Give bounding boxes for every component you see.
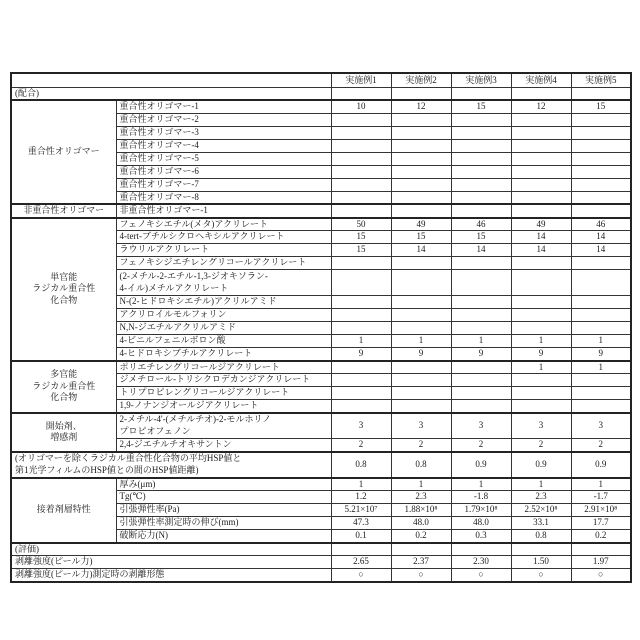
table-row	[11, 218, 631, 231]
value-cell-example-3	[451, 113, 511, 126]
value-cell-example-5: 3	[571, 413, 631, 439]
value-cell-example-5	[571, 139, 631, 152]
value-cell-example-4: ○	[511, 569, 571, 582]
value-cell-example-3	[451, 374, 511, 387]
value-cell-example-2: 0.2	[391, 530, 451, 543]
value-cell-example-2	[391, 152, 451, 165]
value-cell-example-4: 1.50	[511, 556, 571, 569]
value-cell-example-1	[331, 191, 391, 204]
value-cell-example-5: 2.91×10⁸	[571, 504, 631, 517]
value-cell-example-3	[451, 191, 511, 204]
value-cell-example-5: 1.97	[571, 556, 631, 569]
value-cell-example-2: ○	[391, 569, 451, 582]
column-header-example-5: 実施例5	[571, 73, 631, 87]
value-cell-example-3	[451, 400, 511, 413]
value-cell-example-5: 0.9	[571, 452, 631, 478]
value-cell-example-1: 15	[331, 231, 391, 244]
item-label-cell: 重合性オリゴマー-1	[116, 100, 331, 113]
value-cell-example-3: 3	[451, 413, 511, 439]
item-label-cell: 4-ビニルフェニルボロン酸	[116, 335, 331, 348]
row-label-cell: (オリゴマーを除くラジカル重合性化合物の平均HSP値と 第1光学フィルムのHSP値との間のHSP値距離)	[11, 452, 331, 478]
value-cell-example-3: 46	[451, 218, 511, 231]
value-cell-example-5: 15	[571, 100, 631, 113]
value-cell-example-4: 14	[511, 244, 571, 257]
item-label-cell: 重合性オリゴマー-4	[116, 139, 331, 152]
value-cell-example-1	[331, 361, 391, 374]
value-cell-example-4: 2.3	[511, 491, 571, 504]
value-cell-example-1: ○	[331, 569, 391, 582]
value-cell-example-3	[451, 387, 511, 400]
item-label-cell: 厚み(μm)	[116, 478, 331, 491]
value-cell-example-3: 48.0	[451, 517, 511, 530]
value-cell-example-4	[511, 87, 571, 100]
hsp-distance-row	[11, 452, 631, 478]
value-cell-example-4	[511, 165, 571, 178]
value-cell-example-5	[571, 400, 631, 413]
value-cell-example-5	[571, 152, 631, 165]
value-cell-example-1	[331, 165, 391, 178]
table-row	[11, 204, 631, 218]
value-cell-example-1	[331, 322, 391, 335]
value-cell-example-2	[391, 139, 451, 152]
value-cell-example-1: 1	[331, 478, 391, 491]
item-label-cell: 非重合性オリゴマー-1	[116, 204, 331, 218]
item-label-cell: 重合性オリゴマー-3	[116, 126, 331, 139]
value-cell-example-3	[451, 126, 511, 139]
value-cell-example-5: 0.2	[571, 530, 631, 543]
value-cell-example-4	[511, 400, 571, 413]
value-cell-example-4	[511, 126, 571, 139]
value-cell-example-2: 15	[391, 231, 451, 244]
table-row	[11, 361, 631, 374]
value-cell-example-3: 2.30	[451, 556, 511, 569]
value-cell-example-1: 50	[331, 218, 391, 231]
section-hyoka	[11, 543, 631, 556]
value-cell-example-4	[511, 191, 571, 204]
item-label-cell: 重合性オリゴマー-6	[116, 165, 331, 178]
value-cell-example-3	[451, 543, 511, 556]
value-cell-example-5	[571, 374, 631, 387]
value-cell-example-1: 0.1	[331, 530, 391, 543]
value-cell-example-3: ○	[451, 569, 511, 582]
value-cell-example-5: 1	[571, 361, 631, 374]
item-label-cell: ポリエチレングリコールジアクリレート	[116, 361, 331, 374]
value-cell-example-4	[511, 152, 571, 165]
value-cell-example-3	[451, 296, 511, 309]
item-label-cell: 重合性オリゴマー-7	[116, 178, 331, 191]
value-cell-example-3: 1	[451, 335, 511, 348]
column-header-example-2: 実施例2	[391, 73, 451, 87]
value-cell-example-3	[451, 152, 511, 165]
value-cell-example-2	[391, 165, 451, 178]
value-cell-example-5: 9	[571, 348, 631, 361]
value-cell-example-2	[391, 543, 451, 556]
value-cell-example-1: 1.2	[331, 491, 391, 504]
section-haigo	[11, 87, 631, 100]
value-cell-example-5	[571, 296, 631, 309]
item-label-cell: 1,9-ノナンジオールジアクリレート	[116, 400, 331, 413]
header-empty-cell	[11, 73, 331, 87]
value-cell-example-2	[391, 387, 451, 400]
table-body	[11, 87, 631, 582]
value-cell-example-5	[571, 270, 631, 296]
value-cell-example-1	[331, 543, 391, 556]
value-cell-example-2	[391, 361, 451, 374]
value-cell-example-3	[451, 309, 511, 322]
row-label-cell: 剥離強度(ピール力)	[11, 556, 331, 569]
value-cell-example-3: 15	[451, 100, 511, 113]
group-label-cell: 多官能 ラジカル重合性 化合物	[11, 361, 116, 413]
value-cell-example-1: 9	[331, 348, 391, 361]
value-cell-example-3: 1	[451, 478, 511, 491]
item-label-cell: ジメチロール-トリシクロデカンジアクリレート	[116, 374, 331, 387]
value-cell-example-4: 9	[511, 348, 571, 361]
value-cell-example-4	[511, 270, 571, 296]
value-cell-example-2: 12	[391, 100, 451, 113]
value-cell-example-1	[331, 139, 391, 152]
row-label-cell: (配合)	[11, 87, 331, 100]
value-cell-example-3: 0.9	[451, 452, 511, 478]
value-cell-example-4: 1	[511, 478, 571, 491]
value-cell-example-5	[571, 322, 631, 335]
group-label-cell: 非重合性オリゴマー	[11, 204, 116, 218]
value-cell-example-1	[331, 126, 391, 139]
value-cell-example-2	[391, 374, 451, 387]
value-cell-example-2	[391, 204, 451, 218]
group-label-cell: 接着剤層特性	[11, 478, 116, 543]
item-label-cell: 引張弾性率(Pa)	[116, 504, 331, 517]
value-cell-example-4: 0.8	[511, 530, 571, 543]
value-cell-example-1	[331, 113, 391, 126]
value-cell-example-3	[451, 270, 511, 296]
value-cell-example-4	[511, 204, 571, 218]
value-cell-example-2: 48.0	[391, 517, 451, 530]
value-cell-example-4	[511, 178, 571, 191]
group-label-cell: 単官能 ラジカル重合性 化合物	[11, 218, 116, 361]
value-cell-example-3	[451, 178, 511, 191]
value-cell-example-3: 14	[451, 244, 511, 257]
value-cell-example-1	[331, 257, 391, 270]
value-cell-example-1	[331, 178, 391, 191]
item-label-cell: ラウリルアクリレート	[116, 244, 331, 257]
value-cell-example-5	[571, 257, 631, 270]
value-cell-example-2	[391, 270, 451, 296]
value-cell-example-4	[511, 309, 571, 322]
item-label-cell: N-(2-ヒドロキシエチル)アクリルアミド	[116, 296, 331, 309]
item-label-cell: フェノキシエチル(メタ)アクリレート	[116, 218, 331, 231]
value-cell-example-2	[391, 400, 451, 413]
value-cell-example-4	[511, 113, 571, 126]
table-row	[11, 413, 631, 439]
column-header-example-3: 実施例3	[451, 73, 511, 87]
row-label-cell: 剥離強度(ピール力)測定時の剥離形態	[11, 569, 331, 582]
item-label-cell: N,N-ジエチルアクリルアミド	[116, 322, 331, 335]
value-cell-example-4	[511, 139, 571, 152]
value-cell-example-5	[571, 387, 631, 400]
value-cell-example-5: 46	[571, 218, 631, 231]
value-cell-example-3	[451, 204, 511, 218]
item-label-cell: 引張弾性率測定時の伸び(mm)	[116, 517, 331, 530]
value-cell-example-2	[391, 322, 451, 335]
value-cell-example-4	[511, 374, 571, 387]
item-label-cell: トリプロピレングリコールジアクリレート	[116, 387, 331, 400]
value-cell-example-5: 1	[571, 335, 631, 348]
value-cell-example-5	[571, 543, 631, 556]
value-cell-example-5: 17.7	[571, 517, 631, 530]
value-cell-example-1: 0.8	[331, 452, 391, 478]
value-cell-example-2	[391, 126, 451, 139]
item-label-cell: アクリロイルモルフォリン	[116, 309, 331, 322]
value-cell-example-5	[571, 165, 631, 178]
value-cell-example-1	[331, 309, 391, 322]
value-cell-example-3	[451, 139, 511, 152]
value-cell-example-2: 1	[391, 478, 451, 491]
value-cell-example-3	[451, 87, 511, 100]
value-cell-example-5	[571, 126, 631, 139]
table-row	[11, 100, 631, 113]
item-label-cell: 破断応力(N)	[116, 530, 331, 543]
table-header	[11, 73, 631, 87]
value-cell-example-2: 14	[391, 244, 451, 257]
item-label-cell: 2-メチル-4'-(メチルチオ)-2-モルホリノ プロピオフェノン	[116, 413, 331, 439]
item-label-cell: 重合性オリゴマー-2	[116, 113, 331, 126]
value-cell-example-4: 14	[511, 231, 571, 244]
value-cell-example-4: 0.9	[511, 452, 571, 478]
value-cell-example-2: 2	[391, 439, 451, 452]
item-label-cell: 4-tert-ブチルシクロヘキシルアクリレート	[116, 231, 331, 244]
row-label-cell: (評価)	[11, 543, 331, 556]
value-cell-example-2: 1	[391, 335, 451, 348]
value-cell-example-4: 2	[511, 439, 571, 452]
peel-strength-row	[11, 556, 631, 569]
value-cell-example-1	[331, 152, 391, 165]
value-cell-example-3: -1.8	[451, 491, 511, 504]
value-cell-example-2: 2.37	[391, 556, 451, 569]
value-cell-example-5: ○	[571, 569, 631, 582]
value-cell-example-2	[391, 87, 451, 100]
value-cell-example-2: 3	[391, 413, 451, 439]
value-cell-example-2: 0.8	[391, 452, 451, 478]
value-cell-example-1: 47.3	[331, 517, 391, 530]
value-cell-example-3	[451, 257, 511, 270]
value-cell-example-3: 9	[451, 348, 511, 361]
value-cell-example-1: 3	[331, 413, 391, 439]
item-label-cell: 2,4-ジエチルチオキサントン	[116, 439, 331, 452]
value-cell-example-3	[451, 165, 511, 178]
column-header-example-1: 実施例1	[331, 73, 391, 87]
value-cell-example-5	[571, 191, 631, 204]
group-label-cell: 重合性オリゴマー	[11, 100, 116, 204]
value-cell-example-3: 2	[451, 439, 511, 452]
value-cell-example-4	[511, 387, 571, 400]
value-cell-example-1: 1	[331, 335, 391, 348]
header-row	[11, 73, 631, 87]
item-label-cell: 重合性オリゴマー-8	[116, 191, 331, 204]
value-cell-example-2	[391, 113, 451, 126]
value-cell-example-1	[331, 374, 391, 387]
item-label-cell: Tg(℃)	[116, 491, 331, 504]
value-cell-example-3: 0.3	[451, 530, 511, 543]
item-label-cell: 重合性オリゴマー-5	[116, 152, 331, 165]
column-header-example-4: 実施例4	[511, 73, 571, 87]
value-cell-example-1	[331, 270, 391, 296]
formulation-evaluation-table	[10, 72, 632, 583]
value-cell-example-3	[451, 361, 511, 374]
value-cell-example-4: 1	[511, 361, 571, 374]
value-cell-example-1: 5.21×10⁷	[331, 504, 391, 517]
value-cell-example-3: 15	[451, 231, 511, 244]
value-cell-example-5: 1	[571, 478, 631, 491]
value-cell-example-1: 2	[331, 439, 391, 452]
value-cell-example-1	[331, 204, 391, 218]
value-cell-example-5	[571, 204, 631, 218]
value-cell-example-4	[511, 296, 571, 309]
item-label-cell: (2-メチル-2-エチル-1,3-ジオキソラン- 4-イル)メチルアクリレート	[116, 270, 331, 296]
value-cell-example-2: 1.88×10⁸	[391, 504, 451, 517]
table-row	[11, 478, 631, 491]
value-cell-example-1: 2.65	[331, 556, 391, 569]
value-cell-example-1: 15	[331, 244, 391, 257]
value-cell-example-4: 1	[511, 335, 571, 348]
value-cell-example-3: 1.79×10⁸	[451, 504, 511, 517]
value-cell-example-1	[331, 387, 391, 400]
value-cell-example-5: -1.7	[571, 491, 631, 504]
value-cell-example-4	[511, 543, 571, 556]
value-cell-example-2	[391, 178, 451, 191]
value-cell-example-2	[391, 309, 451, 322]
value-cell-example-5	[571, 309, 631, 322]
value-cell-example-4	[511, 257, 571, 270]
item-label-cell: フェノキシジエチレングリコールアクリレート	[116, 257, 331, 270]
value-cell-example-4: 49	[511, 218, 571, 231]
value-cell-example-4: 3	[511, 413, 571, 439]
value-cell-example-2: 2.3	[391, 491, 451, 504]
item-label-cell: 4-ヒドロキシブチルアクリレート	[116, 348, 331, 361]
value-cell-example-2	[391, 296, 451, 309]
value-cell-example-1	[331, 296, 391, 309]
value-cell-example-4: 12	[511, 100, 571, 113]
value-cell-example-2	[391, 191, 451, 204]
value-cell-example-5: 14	[571, 231, 631, 244]
value-cell-example-4: 2.52×10⁸	[511, 504, 571, 517]
value-cell-example-2: 49	[391, 218, 451, 231]
value-cell-example-5: 2	[571, 439, 631, 452]
value-cell-example-5	[571, 87, 631, 100]
value-cell-example-3	[451, 322, 511, 335]
patent-formulation-table-page	[10, 72, 631, 583]
value-cell-example-5	[571, 113, 631, 126]
value-cell-example-1	[331, 400, 391, 413]
value-cell-example-1: 10	[331, 100, 391, 113]
value-cell-example-4	[511, 322, 571, 335]
value-cell-example-5	[571, 178, 631, 191]
value-cell-example-5: 14	[571, 244, 631, 257]
value-cell-example-1	[331, 87, 391, 100]
group-label-cell: 開始剤、 増感剤	[11, 413, 116, 452]
value-cell-example-2: 9	[391, 348, 451, 361]
value-cell-example-2	[391, 257, 451, 270]
peel-mode-row	[11, 569, 631, 582]
value-cell-example-4: 33.1	[511, 517, 571, 530]
